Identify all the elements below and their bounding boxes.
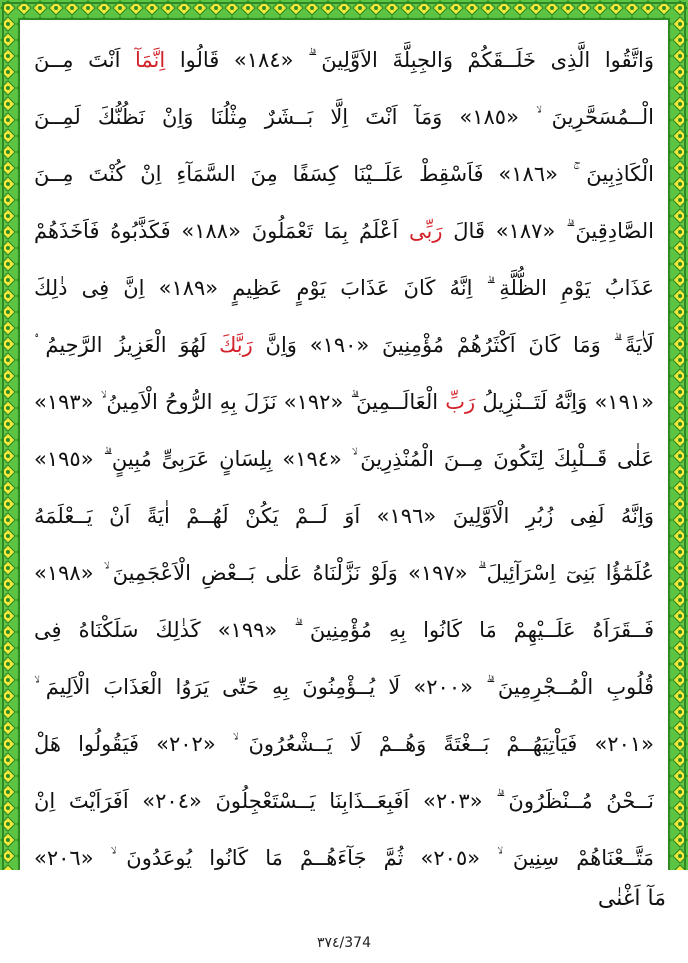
verse-text: الصَّادِقِينَ ۗ «١٨٧» قَالَ xyxy=(442,219,654,243)
verse-line xyxy=(34,142,654,206)
verse-text: عَلٰى قَــلْبِكَ لِتَكُونَ مِــنَ الْمُنْذِرِينَ ۙ «١٩٤» بِلِسَانٍ عَرَبِىٍّ مُبِينٍ ۗ «١٩٥» xyxy=(34,447,654,471)
verse-line xyxy=(34,427,654,491)
verse-text: عَذَابُ يَوْمِ الظُّلَّةِ ۗ اِنَّهُ كَانَ عَذَابَ يَوْمٍ عَظِيمٍ «١٨٩» اِنَّ فِى ذٰلِكَ xyxy=(34,276,654,300)
verse-text: لَهُوَ الْعَزِيزُ الرَّحِيمُ ۟ xyxy=(34,333,220,357)
verse-line xyxy=(34,769,654,833)
highlighted-word: رَبِّ xyxy=(445,390,476,414)
verse-line xyxy=(34,28,654,92)
verse-text: «٢٠١» فَيَاْتِيَهُــمْ بَــغْتَةً وَهُــمْ لَا يَــشْعُرُونَ ۙ «٢٠٢» فَيَقُولُوا هَلْ xyxy=(34,732,654,756)
last-line xyxy=(0,870,688,930)
quran-page xyxy=(20,20,668,910)
verse-text: فَــقَرَاَهُ عَلَــيْهِمْ مَا كَانُوا بِهِ مُؤْمِنِينَ ۗ «١٩٩» كَذٰلِكَ سَلَكْنَاهُ فِى xyxy=(34,618,654,642)
page-number: ٣٧٤/374 xyxy=(316,935,371,951)
verse-text: اَنْتَ مِــنَ xyxy=(34,48,136,72)
verse-text: «١٩١» وَاِنَّهُ لَتَــنْزِيلُ xyxy=(475,390,654,414)
verse-text: وَاِنَّهُ لَفِى زُبُرِ الْاَوَّلِينَ «١٩٦» اَوَ لَــمْ يَكُنْ لَهُــمْ اٰيَةً اَنْ يَــعْلَمَهُ xyxy=(34,504,654,528)
verse-text: قُلُوبِ الْمُــجْرِمِينَ ۗ «٢٠٠» لَا يُــؤْمِنُونَ بِهِ حَتّٰى يَرَوُا الْعَذَابَ الْاَلِيمَ ۙ xyxy=(34,675,654,699)
verse-text: لَاٰيَةً ۗ وَمَا كَانَ اَكْثَرُهُمْ مُؤْمِنِينَ «١٩٠» وَاِنَّ xyxy=(252,333,654,357)
verse-text: عُلَمٰٓؤُا بَنِىٓ اِسْرَآئِيلَ ۗ «١٩٧» وَلَوْ نَزَّلْنَاهُ عَلٰى بَــعْضِ الْاَعْجَمِينَ ۙ «١٩٨» xyxy=(34,561,654,585)
last-line-text: مَآ اَغْنٰى xyxy=(597,886,666,911)
verse-line xyxy=(34,484,654,548)
verse-line xyxy=(34,598,654,662)
verse-text: اَعْلَمُ بِمَا تَعْمَلُونَ «١٨٨» فَكَذَّبُوهُ فَاَخَذَهُمْ xyxy=(34,219,410,243)
highlighted-word: اِنَّمَآ xyxy=(135,48,166,72)
verse-line xyxy=(34,313,654,377)
verse-line xyxy=(34,256,654,320)
verse-line xyxy=(34,712,654,776)
verse-line xyxy=(34,85,654,149)
verse-line xyxy=(34,199,654,263)
verse-line xyxy=(34,370,654,434)
verse-text: الْعَالَــمِينَ ۗ «١٩٢» نَزَلَ بِهِ الرُّوحُ الْاَمِينُ ۙ «١٩٣» xyxy=(34,390,446,414)
verse-text: الْكَاذِبِينَ ۚ «١٨٦» فَاَسْقِطْ عَلَــيْنَا كِسَفًا مِنَ السَّمَآءِ اِنْ كُنْتَ مِــنَ xyxy=(34,162,654,186)
verse-line xyxy=(34,655,654,719)
highlighted-word: رَبَّكَ xyxy=(219,333,253,357)
verse-line xyxy=(34,541,654,605)
verse-text: الْــمُسَحَّرِينَ ۙ «١٨٥» وَمَآ اَنْتَ اِلَّا بَــشَرٌ مِثْلُنَا وَاِنْ نَظُنُّكَ لَمِــنَ xyxy=(34,105,654,129)
verse-text: نَــحْنُ مُــنْظَرُونَ ۗ «٢٠٣» اَفَبِعَــذَابِنَا يَــسْتَعْجِلُونَ «٢٠٤» اَفَرَاَيْتَ اِنْ xyxy=(34,789,654,813)
highlighted-word: رَبِّى xyxy=(409,219,443,243)
verse-text: مَتَّــعْنَاهُمْ سِنِينَ ۙ «٢٠٥» ثُمَّ جَآءَهُــمْ مَا كَانُوا يُوعَدُونَ ۙ «٢٠٦» xyxy=(34,846,654,870)
verse-text: وَاتَّقُوا الَّذِى خَلَــقَكُمْ وَالجِبِلَّةَ الاَوَّلِينَ ۗ «١٨٤» قَالُوا xyxy=(165,48,654,72)
